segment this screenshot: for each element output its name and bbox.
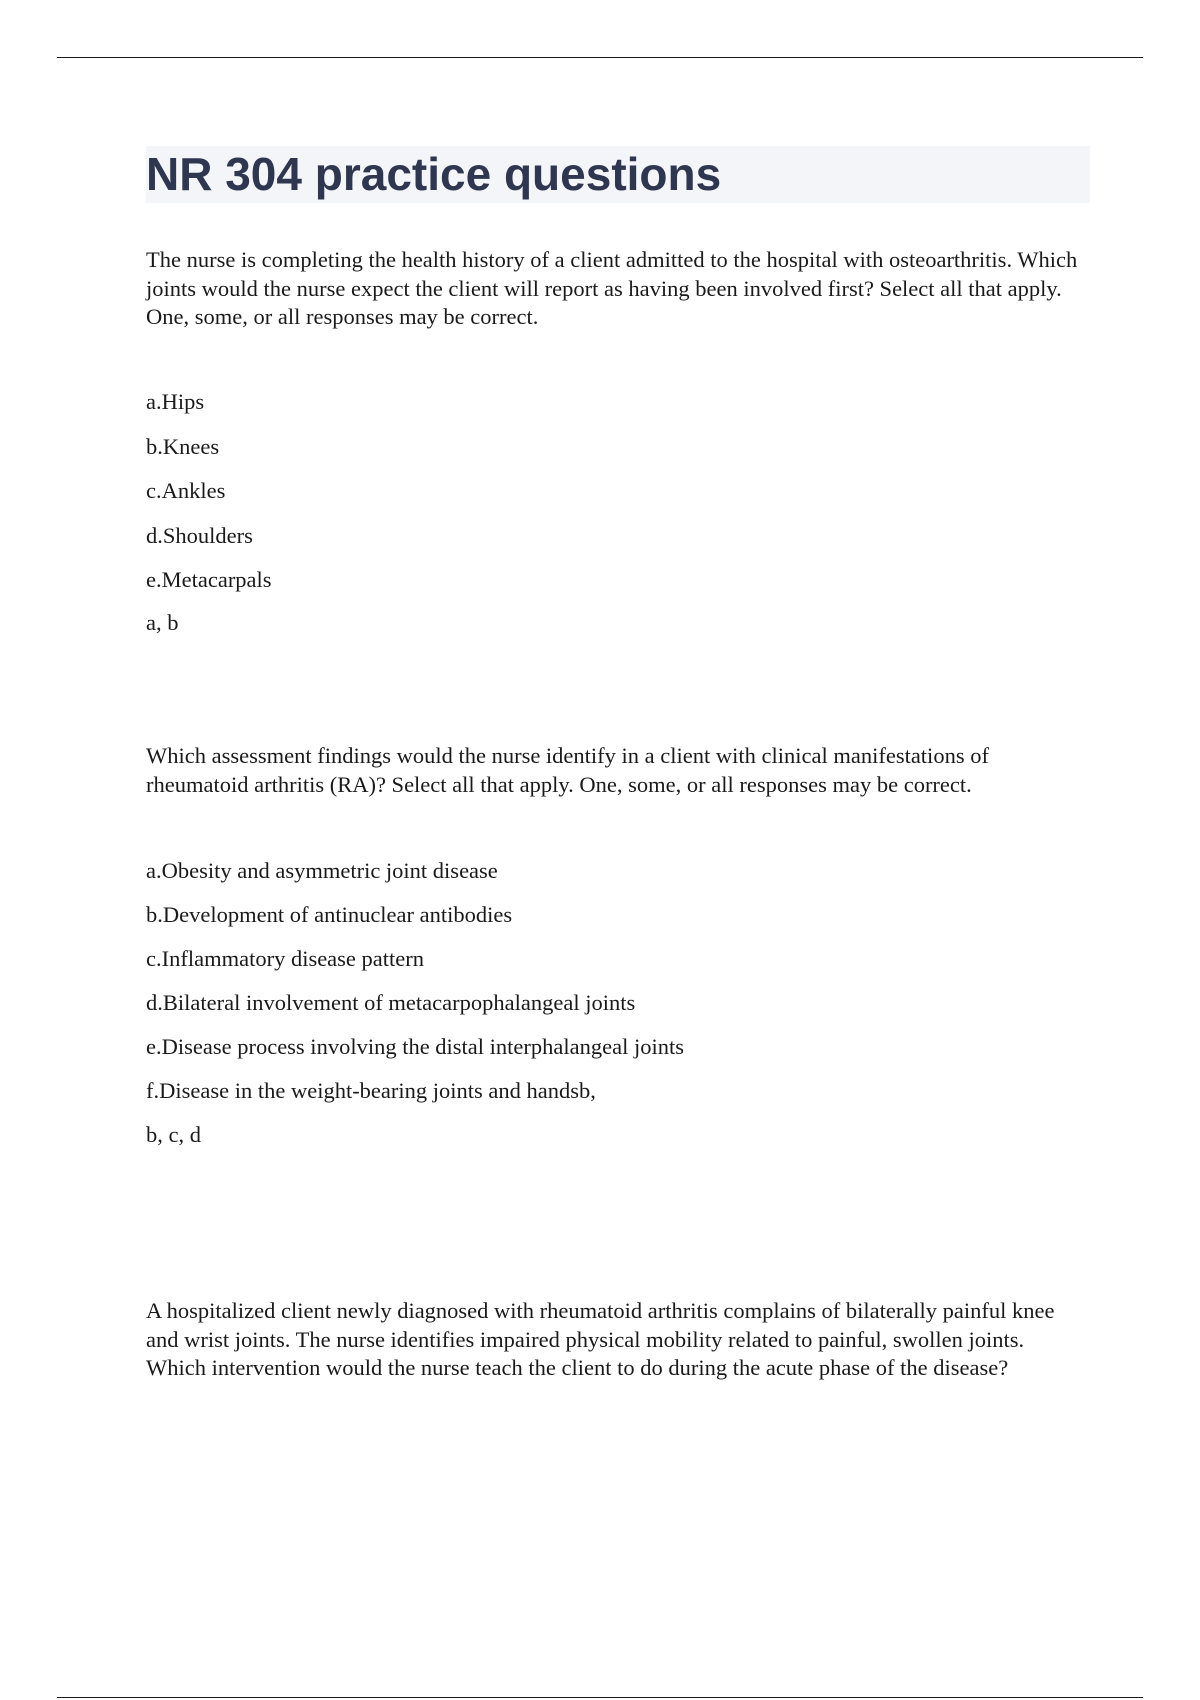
question-2-option-d: d.Bilateral involvement of metacarpophalangeal joints — [146, 990, 636, 1015]
question-1-option-e: e.Metacarpals — [146, 567, 272, 592]
question-2-option-f: f.Disease in the weight-bearing joints and handsb, — [146, 1078, 596, 1103]
page-title: NR 304 practice questions — [146, 148, 722, 200]
question-2-options — [146, 857, 684, 1121]
question-2-prompt: Which assessment findings would the nurse identify in a client with clinical manifestations of rheumatoid arthritis (RA)? Select all that apply. One, some, or all responses may be correct. — [146, 743, 989, 797]
question-2-option-b: b.Development of antinuclear antibodies — [146, 902, 513, 927]
bottom-rule — [57, 1697, 1143, 1698]
question-2-answer: b, c, d — [146, 1122, 201, 1147]
question-1-option-d: d.Shoulders — [146, 522, 253, 548]
question-1-answer: a, b — [146, 610, 179, 635]
question-3-prompt: A hospitalized client newly diagnosed with rheumatoid arthritis complains of bilaterally painful knee and wrist joints. The nurse identifies impaired physical mobility related to painful, swollen joints. Which intervention would the nurse teach the client to do during the acute phase of the disease? — [146, 1298, 1055, 1380]
question-2-option-c: c.Inflammatory disease pattern — [146, 946, 425, 971]
question-2-option-e: e.Disease process involving the distal interphalangeal joints — [146, 1034, 684, 1059]
question-1-option-a: a.Hips — [146, 389, 205, 414]
question-1-options — [146, 388, 272, 611]
question-2-option-a: a.Obesity and asymmetric joint disease — [146, 858, 498, 883]
top-rule — [57, 57, 1143, 58]
question-1-prompt: The nurse is completing the health history of a client admitted to the hospital with osteoarthritis. Which joints would the nurse expect the client will report as having been involved first? Select all that apply. One, some, or all responses may be correct. — [146, 247, 1078, 329]
question-1-option-b: b.Knees — [146, 433, 220, 459]
question-1-option-c: c.Ankles — [146, 478, 226, 503]
